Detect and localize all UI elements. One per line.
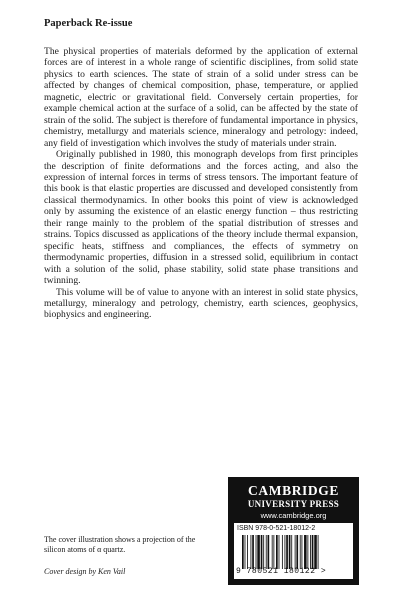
reissue-heading: Paperback Re-issue	[44, 18, 133, 29]
barcode-stripe	[266, 535, 267, 569]
barcode-stripe	[273, 535, 274, 569]
barcode-stripe	[256, 535, 257, 569]
barcode-stripe	[310, 535, 311, 569]
barcode-stripe	[300, 535, 301, 569]
barcode-stripe	[268, 535, 270, 569]
barcode-stripe	[286, 535, 288, 569]
publisher-name: CAMBRIDGE	[248, 483, 339, 498]
barcode-stripe	[252, 535, 254, 569]
publisher-press: UNIVERSITY PRESS	[247, 499, 340, 509]
barcode-stripe	[257, 535, 260, 569]
barcode-stripe	[272, 535, 273, 569]
barcode-icon	[242, 535, 346, 569]
barcode-stripe	[263, 535, 264, 569]
barcode-stripe	[245, 535, 246, 569]
barcode-stripe	[312, 535, 314, 569]
barcode-stripe	[307, 535, 308, 569]
barcode-panel	[234, 523, 353, 579]
barcode-stripe	[242, 535, 244, 569]
blurb	[44, 46, 358, 321]
cover-illustration-caption: The cover illustration shows a projection of the silicon atoms of α quartz.	[44, 535, 196, 554]
barcode-stripe	[296, 535, 298, 569]
cover-design-credit: Cover design by Ken Vail	[44, 567, 126, 576]
barcode-stripe	[314, 535, 317, 569]
blurb-paragraph-1: The physical properties of materials deformed by the application of external forces are of interest in a whole range of scientific disciplines, from solid state physics to earth sciences. The state of strain of a solid under stress can be affected by changes of chemical composition, phase, temperature, or applied magnetic, electric or gravitational field. Conversely certain properties, for example chemical action at the surface of a solid, can be affected by the state of strain of the solid. The subject is therefore of fundamental importance in physics, chemistry, metallurgy and materials science, mineralogy and petrology: indeed, any field of investigation which involves the study of materials under strain.	[44, 46, 358, 149]
barcode-stripe	[295, 535, 296, 569]
publisher-block	[228, 477, 359, 585]
barcode-stripe	[304, 535, 307, 569]
publisher-url: www.cambridge.org	[260, 511, 327, 520]
barcode-stripe	[302, 535, 303, 569]
barcode-stripe	[282, 535, 283, 569]
barcode-stripe	[318, 535, 319, 569]
barcode-stripe	[261, 535, 263, 569]
blurb-paragraph-3: This volume will be of value to anyone with an interest in solid state physics, metallurgy, mineralogy and petrology, chemistry, earth sciences, geophysics, biophysics and engineering.	[44, 286, 358, 321]
barcode-digits: 9 780521 180122 >	[236, 567, 327, 576]
barcode-stripe	[247, 535, 248, 569]
barcode-stripe	[289, 535, 291, 569]
barcode-stripe	[251, 535, 252, 569]
blurb-paragraph-2: Originally published in 1980, this monograph develops from first principles the description of finite deformations and the forces acting, and also the expression of internal forces in terms of stress tensors. The important feature of this book is that elastic properties are discussed and developed consistently from classical thermodynamics. In other books this point of view is acknowledged only by assuming the existence of an elastic energy function – thus restricting their range mainly to the problem of the spatial distribution of stresses and strains. Topics discussed as applications of the theory include thermal expansion, specific heats, stiffness and compliances, the effects of symmetry on thermodynamic properties, diffusion in a stressed solid, equilibrium in contact with a solution of the solid, phase stability, solid state phase transitions and twinning.	[44, 149, 358, 287]
barcode-stripe	[291, 535, 292, 569]
isbn-label: ISBN 978-0-521-18012-2	[237, 525, 316, 532]
barcode-stripe	[279, 535, 280, 569]
barcode-stripe	[285, 535, 286, 569]
barcode-stripe	[276, 535, 278, 569]
